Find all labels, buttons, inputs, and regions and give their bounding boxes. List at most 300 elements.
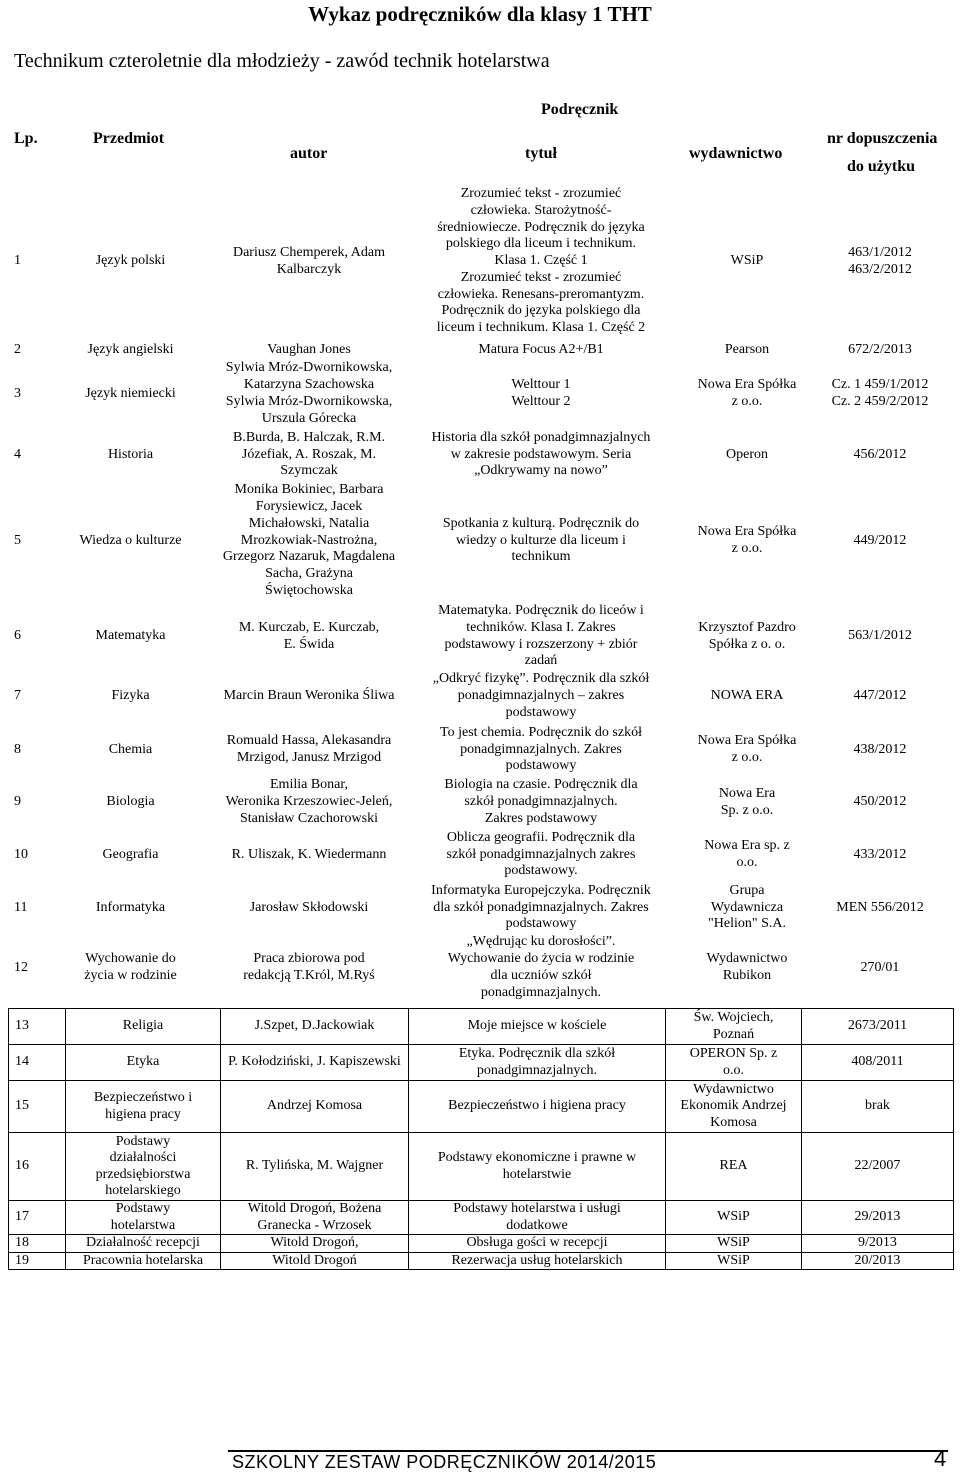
tytul-line: w zakresie podstawowym. Seria: [450, 446, 632, 462]
tytul-line: ponadgimnazjalnych. Zakres: [460, 741, 622, 757]
autor-line: Forysiewicz, Jacek: [255, 499, 363, 514]
table-cell-przedmiot: [66, 1235, 221, 1253]
tytul-line: człowieka. Renesans-preromantyzm.: [437, 286, 645, 302]
przedmiot-line: życia w rodzinie: [84, 968, 177, 983]
wydawnictwo-line: Nowa Era: [718, 785, 776, 801]
table-cell-przedmiot: [66, 1081, 221, 1133]
table-row: [9, 1081, 954, 1133]
row-2-wydawnictwo: [672, 342, 822, 358]
nr-line: 463/1/2012: [848, 244, 912, 260]
tytul-line: Zrozumieć tekst - zrozumieć: [460, 269, 622, 285]
row-10-przedmiot: [58, 830, 203, 880]
row-11-lp: [14, 882, 40, 934]
table-cell-lp: 19: [9, 1252, 66, 1270]
tytul-line: Historia dla szkół ponadgimnazjalnych: [431, 429, 651, 445]
przedmiot-line: Wychowanie do: [85, 951, 176, 967]
row-11-autor: [214, 882, 404, 934]
wydawnictwo-line: REA: [719, 1158, 748, 1174]
tytul-line: zadań: [524, 653, 558, 669]
row-11-przedmiot: [58, 882, 203, 934]
przedmiot-line: Podstawy: [115, 1201, 171, 1216]
table-cell-autor: [221, 1045, 409, 1081]
tytul-line: Klasa 1. Część 1: [494, 253, 588, 269]
row-12-tytul: [410, 936, 672, 1000]
autor-line: Andrzej Komosa: [266, 1098, 363, 1114]
nr-line: 22/2007: [854, 1158, 901, 1174]
wydawnictwo-line: Św. Wojciech,: [693, 1010, 774, 1025]
lp-value: 2: [14, 341, 21, 357]
row-4-tytul: [410, 430, 672, 480]
tytul-line: Podstawy ekonomiczne i prawne w: [437, 1150, 637, 1165]
przedmiot-line: działalności: [109, 1150, 177, 1165]
tytul-line: hotelarstwie: [502, 1166, 572, 1182]
row-8-tytul: [410, 724, 672, 776]
row-10-lp: [14, 830, 40, 880]
table-cell-wydawnictwo: [666, 1081, 802, 1133]
nr-line: 2673/2011: [847, 1018, 908, 1034]
row-9-autor: [214, 776, 404, 829]
przedmiot-line: Pracownia hotelarska: [82, 1252, 204, 1268]
autor-line: Granecka - Wrzosek: [257, 1217, 372, 1233]
tytul-line: Spotkania z kulturą. Podręcznik do: [442, 515, 640, 531]
wydawnictwo-line: Poznań: [712, 1026, 755, 1042]
row-12-wydawnictwo: [672, 936, 822, 1000]
table-cell-nr: [802, 1009, 954, 1045]
tytul-line: Welttour 1: [511, 377, 571, 393]
table-cell-nr: [802, 1252, 954, 1270]
header-wydawnictwo: wydawnictwo: [689, 145, 783, 162]
wydawnictwo-line: Wydawnicza: [710, 899, 784, 915]
row-9-wydawnictwo: [672, 776, 822, 829]
bordered-table: [8, 1008, 954, 1270]
row-5-przedmiot: [58, 482, 203, 600]
autor-line: R. Uliszak, K. Wiedermann: [231, 846, 387, 862]
table-cell-przedmiot: [66, 1201, 221, 1235]
nr-line: 433/2012: [853, 846, 907, 862]
table-cell-lp: 16: [9, 1133, 66, 1201]
header-do-uzytku: do użytku: [847, 158, 916, 175]
row-8-lp: [14, 724, 40, 776]
wydawnictwo-line: Nowa Era Spółka: [697, 524, 797, 540]
autor-line: Katarzyna Szachowska: [243, 377, 375, 393]
table-cell-autor: [221, 1201, 409, 1235]
nr-line: 449/2012: [853, 532, 907, 548]
wydawnictwo-line: Nowa Era sp. z: [704, 838, 790, 854]
lp-value: 3: [14, 385, 21, 401]
row-12-lp: [14, 936, 40, 1000]
table-cell-wydawnictwo: [666, 1133, 802, 1201]
row-7-tytul: [410, 673, 672, 720]
row-4-wydawnictwo: [672, 430, 822, 480]
row-7-lp: [14, 673, 40, 720]
autor-line: Świętochowska: [265, 582, 353, 598]
autor-line: Urszula Górecka: [261, 410, 357, 426]
row-1-wydawnictwo: [672, 183, 822, 340]
table-cell-nr: [802, 1201, 954, 1235]
row-3-autor: [214, 360, 404, 428]
wydawnictwo-line: WSiP: [717, 1252, 750, 1268]
row-11-nr: [810, 882, 950, 934]
autor-line: Monika Bokiniec, Barbara: [234, 482, 384, 498]
tytul-line: dla szkół ponadgimnazjalnych. Zakres: [433, 899, 649, 915]
nr-line: brak: [865, 1098, 890, 1114]
nr-line: 29/2013: [854, 1209, 901, 1225]
przedmiot-line: Fizyka: [111, 688, 150, 704]
tytul-line: Etyka. Podręcznik dla szkół: [458, 1046, 616, 1061]
table-cell-przedmiot: [66, 1045, 221, 1081]
row-4-nr: [810, 430, 950, 480]
autor-line: P. Kołodziński, J. Kapiszewski: [228, 1054, 401, 1070]
row-9-lp: [14, 776, 40, 829]
document-title: Wykaz podręczników dla klasy 1 THT: [308, 2, 652, 26]
autor-line: Michałowski, Natalia: [248, 515, 370, 531]
nr-line: Cz. 2 459/2/2012: [831, 394, 929, 409]
przedmiot-line: Chemia: [108, 741, 153, 757]
wydawnictwo-line: OPERON Sp. z: [689, 1046, 778, 1061]
autor-line: Mrzigod, Janusz Mrzigod: [236, 750, 382, 765]
wydawnictwo-line: o.o.: [723, 1062, 744, 1078]
wydawnictwo-line: Operon: [726, 446, 768, 462]
table-cell-tytul: [409, 1235, 666, 1253]
row-4-przedmiot: [58, 430, 203, 480]
table-row: [9, 1133, 954, 1201]
autor-line: Sylwia Mróz-Dwornikowska,: [225, 394, 393, 409]
row-1-tytul: [410, 183, 672, 340]
wydawnictwo-line: z o.o.: [731, 394, 763, 409]
wydawnictwo-line: Sp. z o.o.: [720, 802, 774, 818]
header-nr-dopuszczenia: nr dopuszczenia: [827, 130, 938, 147]
tytul-line: człowieka. Starożytność-: [470, 202, 612, 218]
row-12-przedmiot: [58, 936, 203, 1000]
table-cell-nr: [802, 1081, 954, 1133]
row-4-autor: [214, 430, 404, 480]
table-cell-tytul: [409, 1201, 666, 1235]
wydawnictwo-line: WSiP: [717, 1209, 750, 1225]
autor-line: B.Burda, B. Halczak, R.M.: [232, 429, 386, 445]
table-cell-autor: [221, 1133, 409, 1201]
table-cell-przedmiot: [66, 1252, 221, 1270]
nr-line: 9/2013: [858, 1235, 897, 1250]
row-1-nr: [810, 183, 950, 340]
table-row: [9, 1252, 954, 1270]
przedmiot-line: Język angielski: [87, 341, 174, 357]
autor-line: Sylwia Mróz-Dwornikowska,: [225, 360, 393, 376]
tytul-line: podstawowy: [505, 916, 577, 932]
nr-line: 672/2/2013: [848, 341, 912, 357]
przedmiot-line: Biologia: [106, 794, 155, 810]
row-7-nr: [810, 673, 950, 720]
tytul-line: ponadgimnazjalnych.: [476, 1062, 598, 1078]
tytul-line: technikum: [511, 549, 571, 565]
wydawnictwo-line: Komosa: [710, 1114, 757, 1130]
row-10-tytul: [410, 830, 672, 880]
row-5-lp: [14, 482, 40, 600]
row-5-nr: [810, 482, 950, 600]
lp-value: 12: [14, 959, 28, 975]
wydawnictwo-line: Ekonomik Andrzej: [680, 1098, 787, 1114]
przedmiot-line: hotelarstwa: [110, 1217, 176, 1233]
table-cell-nr: [802, 1235, 954, 1253]
table-cell-przedmiot: [66, 1009, 221, 1045]
nr-line: 456/2012: [853, 446, 907, 462]
table-cell-autor: [221, 1235, 409, 1253]
autor-line: Romuald Hassa, Alekasandra: [226, 733, 392, 749]
table-cell-wydawnictwo: [666, 1235, 802, 1253]
nr-line: 563/1/2012: [848, 628, 912, 644]
row-4-lp: [14, 430, 40, 480]
row-2-lp: [14, 342, 40, 358]
nr-line: 447/2012: [853, 688, 907, 704]
row-3-wydawnictwo: [672, 360, 822, 428]
table-row: [9, 1235, 954, 1253]
row-10-autor: [214, 830, 404, 880]
tytul-line: podstawowy: [505, 758, 577, 774]
tytul-line: Matura Focus A2+/B1: [478, 341, 604, 357]
tytul-line: dla uczniów szkół: [490, 968, 592, 983]
header-przedmiot: Przedmiot: [93, 130, 165, 147]
row-12-nr: [810, 936, 950, 1000]
row-8-nr: [810, 724, 950, 776]
table-cell-wydawnictwo: [666, 1045, 802, 1081]
table-cell-autor: [221, 1081, 409, 1133]
table-cell-tytul: [409, 1133, 666, 1201]
tytul-line: „Odkrywamy na nowo”: [474, 463, 608, 479]
wydawnictwo-line: z o.o.: [731, 541, 763, 556]
row-1-autor: [214, 183, 404, 340]
autor-line: Grzegorz Nazaruk, Magdalena: [222, 549, 396, 565]
tytul-line: polskiego dla liceum i technikum.: [445, 236, 637, 252]
tytul-line: „Odkryć fizykę”. Podręcznik dla szkół: [432, 671, 650, 687]
row-3-przedmiot: [58, 360, 203, 428]
row-2-przedmiot: [58, 342, 203, 358]
wydawnictwo-line: Nowa Era Spółka: [697, 733, 797, 749]
nr-line: 463/2/2012: [848, 261, 912, 277]
table-cell-wydawnictwo: [666, 1252, 802, 1270]
row-6-wydawnictwo: [672, 603, 822, 670]
row-6-autor: [214, 603, 404, 670]
row-7-przedmiot: [58, 673, 203, 720]
nr-line: 450/2012: [853, 794, 907, 810]
lp-value: 1: [14, 253, 21, 269]
table-cell-tytul: [409, 1045, 666, 1081]
document-subtitle: Technikum czteroletnie dla młodzieży - zawód technik hotelarstwa: [14, 50, 550, 72]
tytul-line: Podstawy hotelarstwa i usługi: [453, 1201, 621, 1216]
table-cell-autor: [221, 1009, 409, 1045]
row-5-autor: [214, 482, 404, 600]
tytul-line: Wychowanie do życia w rodzinie: [447, 951, 635, 967]
row-3-nr: [810, 360, 950, 428]
row-6-lp: [14, 603, 40, 670]
row-5-wydawnictwo: [672, 482, 822, 600]
tytul-line: szkół ponadgimnazjalnych zakres: [446, 846, 636, 862]
table-cell-lp: 17: [9, 1201, 66, 1235]
autor-line: Marcin Braun Weronika Śliwa: [223, 688, 395, 704]
row-7-wydawnictwo: [672, 673, 822, 720]
tytul-line: Informatyka Europejczyka. Podręcznik: [431, 882, 651, 898]
tytul-line: wiedzy o kulturze dla liceum i: [456, 532, 626, 548]
autor-line: Sacha, Grażyna: [265, 566, 353, 582]
table-row: [9, 1045, 954, 1081]
lp-value: 7: [14, 688, 21, 704]
lp-value: 4: [14, 446, 21, 462]
header-tytul: tytuł: [525, 145, 557, 162]
tytul-line: Obsługa gości w recepcji: [466, 1235, 608, 1250]
autor-line: Vaughan Jones: [267, 341, 351, 357]
autor-line: M. Kurczab, E. Kurczab,: [238, 619, 380, 635]
autor-line: Witold Drogoń, Bożena: [247, 1201, 382, 1216]
wydawnictwo-line: NOWA ERA: [710, 688, 784, 704]
page-number: 4: [934, 1446, 947, 1471]
row-10-nr: [810, 830, 950, 880]
wydawnictwo-line: Wydawnictwo: [706, 951, 788, 967]
table-row: [9, 1201, 954, 1235]
row-8-autor: [214, 724, 404, 776]
wydawnictwo-line: Spółka z o. o.: [708, 636, 786, 652]
row-9-przedmiot: [58, 776, 203, 829]
tytul-line: Zakres podstawowy: [484, 810, 598, 826]
autor-line: J.Szpet, D.Jackowiak: [254, 1018, 375, 1034]
lp-value: 9: [14, 794, 21, 810]
przedmiot-line: Język niemiecki: [85, 385, 176, 401]
wydawnictwo-line: Grupa: [729, 882, 765, 898]
autor-line: Jarosław Skłodowski: [249, 899, 369, 915]
footer-text: SZKOLNY ZESTAW PODRĘCZNIKÓW 2014/2015: [232, 1452, 657, 1472]
row-11-wydawnictwo: [672, 882, 822, 934]
autor-line: Stanisław Czachorowski: [239, 810, 378, 826]
tytul-line: podstawowy.: [504, 863, 578, 879]
row-6-przedmiot: [58, 603, 203, 670]
tytul-line: Welttour 2: [511, 394, 571, 409]
tytul-line: ponadgimnazjalnych.: [480, 984, 602, 1000]
przedmiot-line: Etyka: [126, 1054, 160, 1070]
tytul-line: Matematyka. Podręcznik do liceów i: [438, 602, 644, 618]
tytul-line: Podręcznik do języka polskiego dla: [441, 303, 641, 319]
przedmiot-line: Geografia: [102, 846, 159, 862]
row-3-lp: [14, 360, 40, 428]
lp-value: 11: [14, 899, 28, 915]
wydawnictwo-line: "Helion" S.A.: [708, 916, 786, 932]
table-cell-autor: [221, 1252, 409, 1270]
przedmiot-line: Działalność recepcji: [86, 1235, 200, 1250]
table-cell-lp: 15: [9, 1081, 66, 1133]
wydawnictwo-line: o.o.: [736, 855, 758, 870]
wydawnictwo-line: Nowa Era Spółka: [697, 377, 797, 393]
table-cell-nr: [802, 1133, 954, 1201]
autor-line: Mrozkowiak-Nastrożna,: [240, 532, 378, 548]
autor-line: Witold Drogoń,: [270, 1235, 359, 1250]
tytul-line: podstawowy i rozszerzony + zbiór: [444, 636, 638, 652]
tytul-line: Moje miejsce w kościele: [467, 1018, 607, 1034]
przedmiot-line: przedsiębiorstwa: [95, 1166, 191, 1182]
autor-line: Witold Drogoń: [272, 1252, 357, 1268]
autor-line: Praca zbiorowa pod: [253, 951, 365, 967]
wydawnictwo-line: WSiP: [717, 1235, 750, 1250]
tytul-line: techników. Klasa I. Zakres: [466, 619, 616, 635]
przedmiot-line: hotelarskiego: [105, 1183, 181, 1198]
row-6-tytul: [410, 603, 672, 670]
lp-value: 8: [14, 741, 21, 757]
autor-line: Dariusz Chemperek, Adam: [232, 244, 385, 260]
przedmiot-line: Język polski: [95, 253, 166, 269]
table-cell-przedmiot: [66, 1133, 221, 1201]
nr-line: Cz. 1 459/1/2012: [831, 377, 929, 393]
tytul-line: Zrozumieć tekst - zrozumieć: [460, 185, 622, 201]
autor-line: redakcją T.Król, M.Ryś: [243, 968, 375, 983]
nr-line: 408/2011: [851, 1054, 904, 1070]
table-cell-wydawnictwo: [666, 1201, 802, 1235]
autor-line: Weronika Krzeszowiec-Jeleń,: [225, 794, 393, 810]
header-lp: Lp.: [14, 130, 38, 147]
wydawnictwo-line: Rubikon: [722, 968, 772, 983]
tytul-line: Rezerwacja usług hotelarskich: [451, 1252, 623, 1268]
row-12-autor: [214, 936, 404, 1000]
row-2-nr: [810, 342, 950, 358]
row-5-tytul: [410, 482, 672, 600]
autor-line: Józefiak, A. Roszak, M.: [241, 446, 377, 462]
wydawnictwo-line: Wydawnictwo: [693, 1081, 774, 1097]
tytul-line: szkół ponadgimnazjalnych.: [464, 794, 618, 810]
autor-line: Emilia Bonar,: [270, 777, 348, 793]
header-autor: autor: [290, 145, 328, 162]
row-1-przedmiot: [58, 183, 203, 340]
table-cell-tytul: [409, 1252, 666, 1270]
table-cell-lp: 18: [9, 1235, 66, 1253]
row-2-tytul: [410, 342, 672, 358]
wydawnictwo-line: z o.o.: [731, 750, 763, 765]
row-11-tytul: [410, 882, 672, 934]
nr-line: MEN 556/2012: [836, 899, 924, 915]
tytul-line: „Wędrując ku dorosłości”.: [466, 934, 616, 950]
autor-line: E. Świda: [283, 636, 335, 652]
row-7-autor: [214, 673, 404, 720]
przedmiot-line: Podstawy: [115, 1133, 171, 1149]
wydawnictwo-line: WSiP: [730, 253, 764, 269]
tytul-line: Biologia na czasie. Podręcznik dla: [444, 777, 638, 793]
autor-line: R. Tylińska, M. Wajgner: [245, 1158, 384, 1174]
tytul-line: podstawowy: [505, 704, 577, 720]
tytul-line: Bezpieczeństwo i higiena pracy: [448, 1098, 626, 1114]
table-cell-nr: [802, 1045, 954, 1081]
tytul-line: ponadgimnazjalnych – zakres: [457, 688, 625, 704]
nr-line: 20/2013: [854, 1252, 901, 1268]
autor-line: Szymczak: [280, 463, 338, 479]
tytul-line: liceum i technikum. Klasa 1. Część 2: [436, 320, 646, 336]
tytul-line: średniowiecze. Podręcznik do języka: [437, 219, 645, 235]
row-6-nr: [810, 603, 950, 670]
autor-line: Kalbarczyk: [276, 261, 342, 277]
row-2-autor: [214, 342, 404, 358]
tytul-line: To jest chemia. Podręcznik do szkół: [440, 724, 642, 740]
row-9-nr: [810, 776, 950, 829]
table-cell-wydawnictwo: [666, 1009, 802, 1045]
table-row: [9, 1009, 954, 1045]
lp-value: 5: [14, 532, 21, 548]
table-cell-tytul: [409, 1081, 666, 1133]
row-8-wydawnictwo: [672, 724, 822, 776]
wydawnictwo-line: Pearson: [724, 341, 770, 357]
wydawnictwo-line: Krzysztof Pazdro: [698, 619, 796, 635]
row-10-wydawnictwo: [672, 830, 822, 880]
row-1-lp: [14, 183, 40, 340]
tytul-line: dodatkowe: [506, 1217, 568, 1233]
lp-value: 10: [14, 846, 28, 862]
nr-line: 270/01: [860, 959, 900, 975]
header-podrecznik: Podręcznik: [541, 101, 619, 118]
przedmiot-line: Matematyka: [95, 628, 166, 644]
przedmiot-line: Historia: [107, 446, 154, 462]
lp-value: 6: [14, 628, 21, 644]
row-3-tytul: [410, 360, 672, 428]
